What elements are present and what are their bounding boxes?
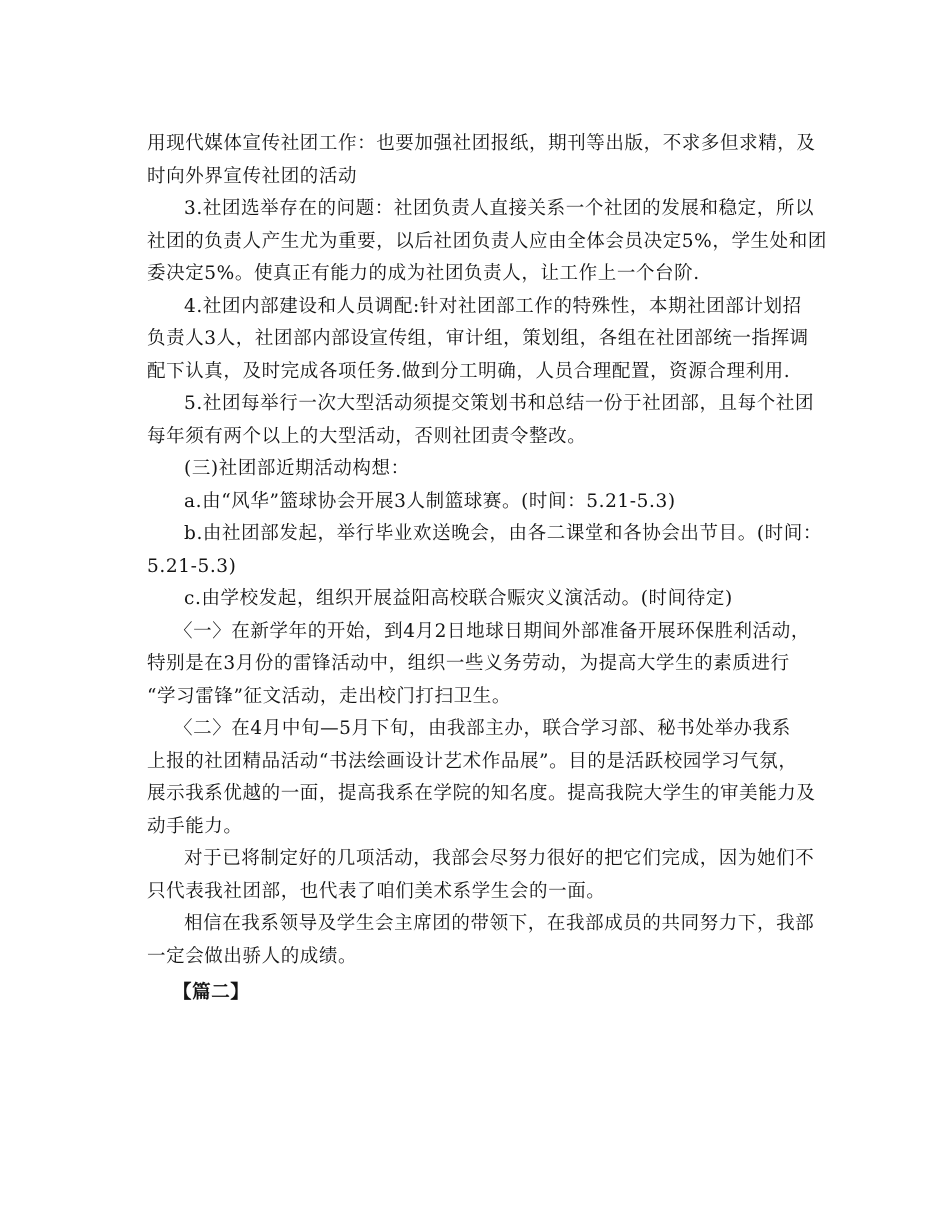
paragraph-line: (三)社团部近期活动构想： [184, 458, 410, 479]
paragraph-line: 展示我系优越的一面，提高我系在学院的知名度。提高我院大学生的审美能力及 [147, 783, 816, 804]
paragraph-line: “学习雷锋”征文活动，走出校门打扫卫生。 [147, 685, 511, 707]
paragraph-line: 相信在我系领导及学生会主席团的带领下，在我部成员的共同努力下，我部 [184, 913, 815, 934]
paragraph-line: 5.社团每举行一次大型活动须提交策划书和总结一份于社团部，且每个社团 [184, 393, 815, 414]
paragraph-line: 社团的负责人产生尤为重要，以后社团负责人应由全体会员决定5%，学生处和团 [147, 230, 827, 252]
paragraph-line: 〈二〉在4月中旬—5月下旬，由我部主办，联合学习部、秘书处举办我系 [174, 718, 791, 739]
section-heading: 【篇二】 [173, 982, 250, 1003]
paragraph-line: a.由“风华”篮球协会开展3人制篮球赛。(时间：5.21-5.3) [184, 490, 676, 512]
paragraph-line: c.由学校发起，组织开展益阳高校联合赈灾义演活动。(时间待定) [184, 588, 733, 609]
paragraph-line: 特别是在3月份的雷锋活动中，组织一些义务劳动，为提高大学生的素质进行 [147, 653, 790, 674]
paragraph-line: 负责人3人，社团部内部设宣传组，审计组，策划组，各组在社团部统一指挥调 [147, 328, 809, 349]
paragraph-line: 每年须有两个以上的大型活动，否则社团责令整改。 [147, 425, 587, 447]
paragraph-line: 上报的社团精品活动“书法绘画设计艺术作品展”。目的是活跃校园学习气氛， [147, 750, 798, 772]
paragraph-line: 委决定5%。使真正有能力的成为社团负责人，让工作上一个台阶. [147, 263, 700, 284]
paragraph-line: 一定会做出骄人的成绩。 [147, 945, 358, 967]
paragraph-line: 配下认真，及时完成各项任务.做到分工明确，人员合理配置，资源合理利用. [147, 360, 791, 382]
paragraph-line: 用现代媒体宣传社团工作：也要加强社团报纸，期刊等出版，不求多但求精，及 [147, 133, 816, 154]
paragraph-line: 时向外界宣传社团的活动 [147, 165, 358, 187]
paragraph-line: 5.21-5.3) [147, 555, 237, 577]
paragraph-line: 对于已将制定好的几项活动，我部会尽努力很好的把它们完成，因为她们不 [184, 848, 815, 869]
paragraph-line: 动手能力。 [147, 815, 243, 837]
paragraph-line: 〈一〉在新学年的开始，到4月2日地球日期间外部准备开展环保胜利活动， [174, 620, 810, 642]
paragraph-line: 3.社团选举存在的问题：社团负责人直接关系一个社团的发展和稳定，所以 [184, 198, 815, 219]
paragraph-line: 只代表我社团部，也代表了咱们美术系学生会的一面。 [147, 880, 606, 902]
paragraph-line: 4.社团内部建设和人员调配:针对社团部工作的特殊性，本期社团部计划招 [184, 295, 802, 317]
document-body [147, 128, 827, 1010]
paragraph-line: b.由社团部发起，举行毕业欢送晚会，由各二课堂和各协会出节目。(时间： [184, 523, 822, 544]
